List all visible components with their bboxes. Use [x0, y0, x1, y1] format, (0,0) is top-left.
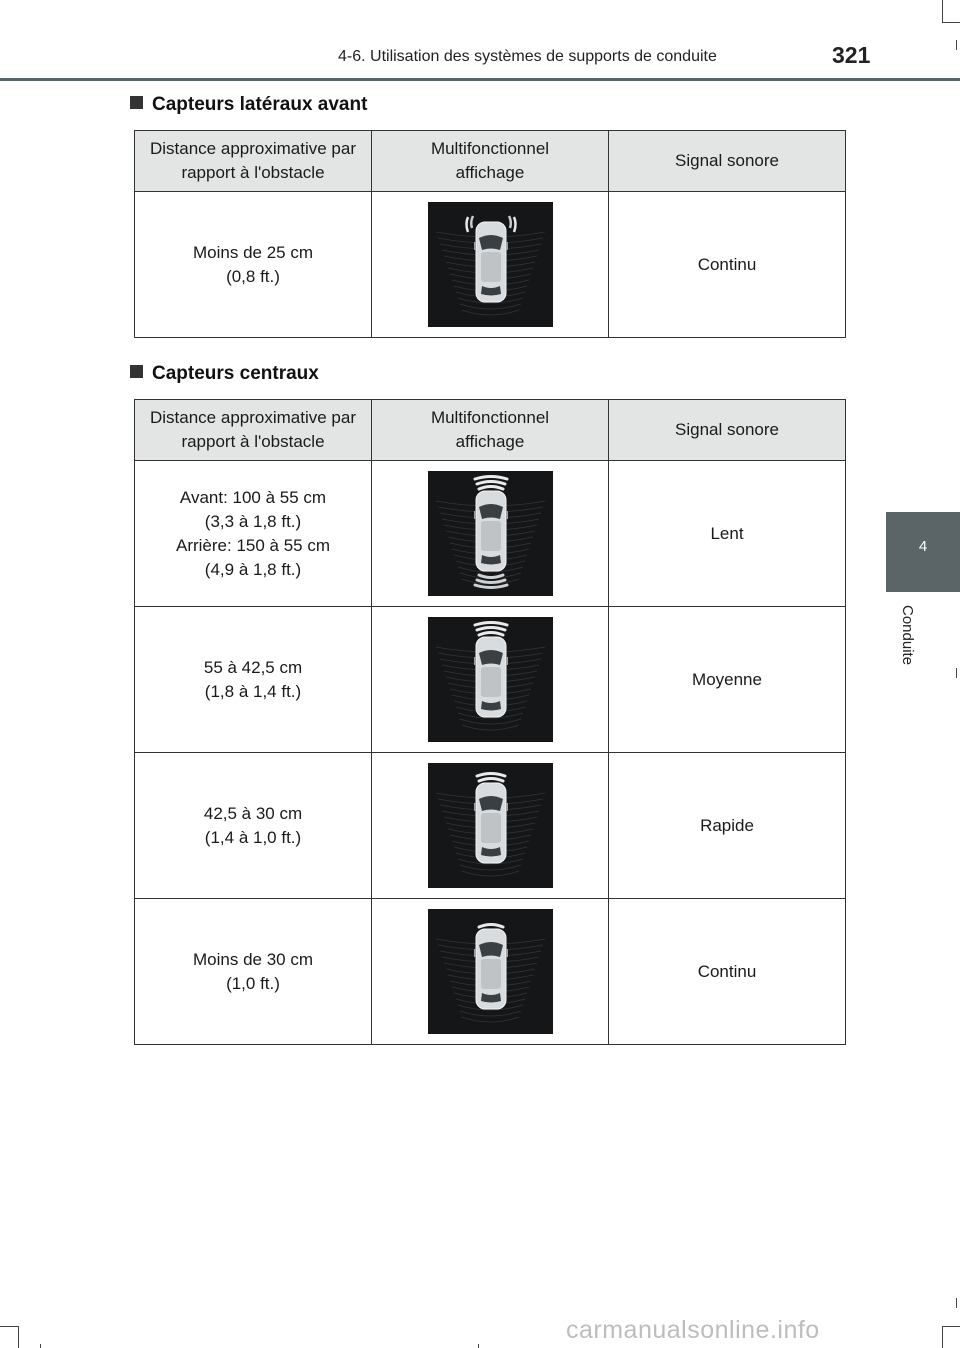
signal-cell — [609, 607, 846, 753]
chapter-title: 4-6. Utilisation des systèmes de supports de conduite — [338, 48, 717, 65]
column-header-text: Signal sonore — [675, 151, 779, 170]
center-sensor-table — [134, 399, 846, 1045]
table-row — [135, 607, 846, 753]
column-header — [372, 400, 609, 461]
distance-cell — [135, 461, 372, 607]
distance-text: Moins de 25 cm (0,8 ft.) — [193, 242, 313, 286]
crop-mark — [956, 40, 957, 50]
distance-cell — [135, 607, 372, 753]
signal-cell — [609, 461, 846, 607]
column-header — [135, 400, 372, 461]
front-side-sensor-display-icon — [428, 202, 553, 327]
display-cell — [372, 461, 609, 607]
car-icon — [474, 222, 508, 302]
chapter-tab-number: 4 — [918, 538, 928, 555]
signal-text: Moyenne — [692, 669, 762, 689]
table-row — [135, 899, 846, 1045]
section-title — [130, 94, 367, 116]
display-cell — [372, 899, 609, 1045]
chapter-tab-label-text: Conduite — [899, 605, 916, 666]
car-icon — [474, 929, 508, 1009]
car-icon — [474, 491, 508, 571]
distance-text: 42,5 à 30 cm (1,4 à 1,0 ft.) — [203, 803, 303, 847]
crop-mark — [18, 1326, 19, 1348]
table-header-row — [135, 131, 846, 192]
signal-text: Continu — [697, 254, 757, 274]
column-header — [372, 131, 609, 192]
section-title-text: Capteurs centraux — [152, 363, 319, 384]
front-side-sensor-table — [134, 130, 846, 338]
page-number: 321 — [832, 42, 871, 68]
center-sensor-display-icon — [428, 909, 553, 1034]
crop-mark — [40, 1344, 41, 1348]
crop-mark — [956, 1298, 957, 1308]
car-icon — [474, 637, 508, 717]
crop-mark — [956, 668, 957, 678]
table-row — [135, 461, 846, 607]
column-header-text: Signal sonore — [675, 420, 779, 439]
table-header-row — [135, 400, 846, 461]
section-title — [130, 363, 319, 385]
crop-mark — [478, 1344, 479, 1348]
column-header-text: Distance approximative par rapport à l'obstacle — [150, 139, 356, 182]
display-cell — [372, 192, 609, 338]
signal-cell — [609, 753, 846, 899]
display-cell — [372, 607, 609, 753]
section-title-text: Capteurs latéraux avant — [152, 94, 368, 115]
column-header — [135, 131, 372, 192]
distance-cell — [135, 753, 372, 899]
crop-mark — [942, 1326, 943, 1348]
distance-text: Moins de 30 cm (1,0 ft.) — [193, 949, 313, 993]
distance-text: 55 à 42,5 cm (1,8 à 1,4 ft.) — [203, 657, 303, 701]
column-header-text: Multifonctionnel affichage — [430, 139, 550, 182]
signal-cell — [609, 192, 846, 338]
chapter-tab — [886, 512, 960, 592]
center-sensor-display-icon — [428, 471, 553, 596]
header-rule — [0, 78, 960, 81]
display-cell — [372, 753, 609, 899]
distance-cell — [135, 899, 372, 1045]
signal-cell — [609, 899, 846, 1045]
crop-mark — [942, 22, 960, 23]
signal-text: Lent — [710, 523, 744, 543]
column-header — [609, 400, 846, 461]
column-header — [609, 131, 846, 192]
table-row — [135, 753, 846, 899]
column-header-text: Multifonctionnel affichage — [430, 408, 550, 451]
square-bullet-icon — [130, 365, 143, 378]
square-bullet-icon — [130, 96, 143, 109]
column-header-text: Distance approximative par rapport à l'obstacle — [150, 408, 356, 451]
crop-mark — [0, 1326, 18, 1327]
watermark: carmanualsonline.info — [566, 1316, 820, 1344]
center-sensor-display-icon — [428, 617, 553, 742]
signal-text: Rapide — [700, 815, 754, 835]
center-sensor-display-icon — [428, 763, 553, 888]
table-row — [135, 192, 846, 338]
car-icon — [474, 783, 508, 863]
signal-text: Continu — [697, 961, 757, 981]
crop-mark — [942, 1326, 960, 1327]
distance-cell — [135, 192, 372, 338]
distance-text: Avant: 100 à 55 cm (3,3 à 1,8 ft.) Arrière: 150 à 55 cm (4,9 à 1,8 ft.) — [175, 487, 330, 579]
chapter-tab-label — [896, 605, 916, 675]
crop-mark — [942, 0, 943, 22]
